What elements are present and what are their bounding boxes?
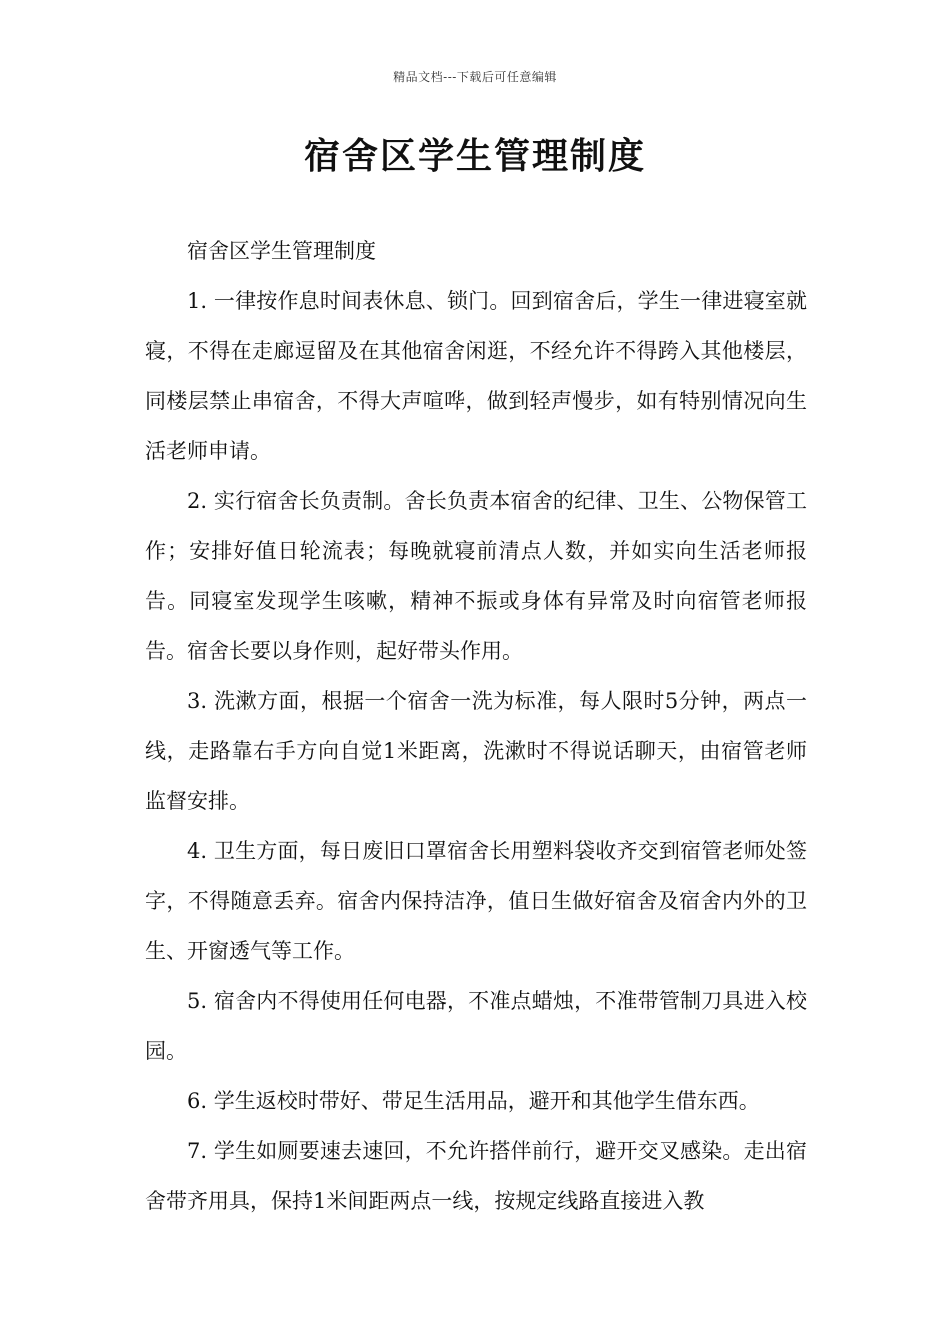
paragraph-rule-6: 6. 学生返校时带好、带足生活用品，避开和其他学生借东西。 [187,1089,760,1113]
paragraph-rule-5: 5. 宿舍内不得使用任何电器，不准点蜡烛，不准带管制刀具进入校园。 [145,989,807,1063]
paragraph-rule-3: 3. 洗漱方面，根据一个宿舍一洗为标准，每人限时5分钟，两点一线，走路靠右手方向自觉1米距离，洗漱时不得说话聊天，由宿管老师监督安排。 [145,689,807,813]
document-body [145,226,807,1226]
paragraph-rule-7: 7. 学生如厕要速去速回，不允许搭伴前行，避开交叉感染。走出宿舍带齐用具，保持1米间距两点一线，按规定线路直接进入教 [145,1139,807,1213]
paragraph-rule-2: 2. 实行宿舍长负责制。舍长负责本宿舍的纪律、卫生、公物保管工作；安排好值日轮流表；每晚就寝前清点人数，并如实向生活老师报告。同寝室发现学生咳嗽，精神不振或身体有异常及时向宿管老师报告。宿舍长要以身作则，起好带头作用。 [145,489,807,663]
paragraph-rule-1: 1. 一律按作息时间表休息、锁门。回到宿舍后，学生一律进寝室就寝，不得在走廊逗留及在其他宿舍闲逛，不经允许不得跨入其他楼层，同楼层禁止串宿舍，不得大声喧哗，做到轻声慢步，如有特别情况向生活老师申请。 [145,289,807,463]
paragraph-subtitle: 宿舍区学生管理制度 [187,239,376,263]
document-title: 宿舍区学生管理制度 [303,135,646,177]
paragraph-rule-4: 4. 卫生方面，每日废旧口罩宿舍长用塑料袋收齐交到宿管老师处签字，不得随意丢弃。宿舍内保持洁净，值日生做好宿舍及宿舍内外的卫生、开窗透气等工作。 [145,839,807,963]
header-note: 精品文档---下载后可任意编辑 [393,70,557,84]
